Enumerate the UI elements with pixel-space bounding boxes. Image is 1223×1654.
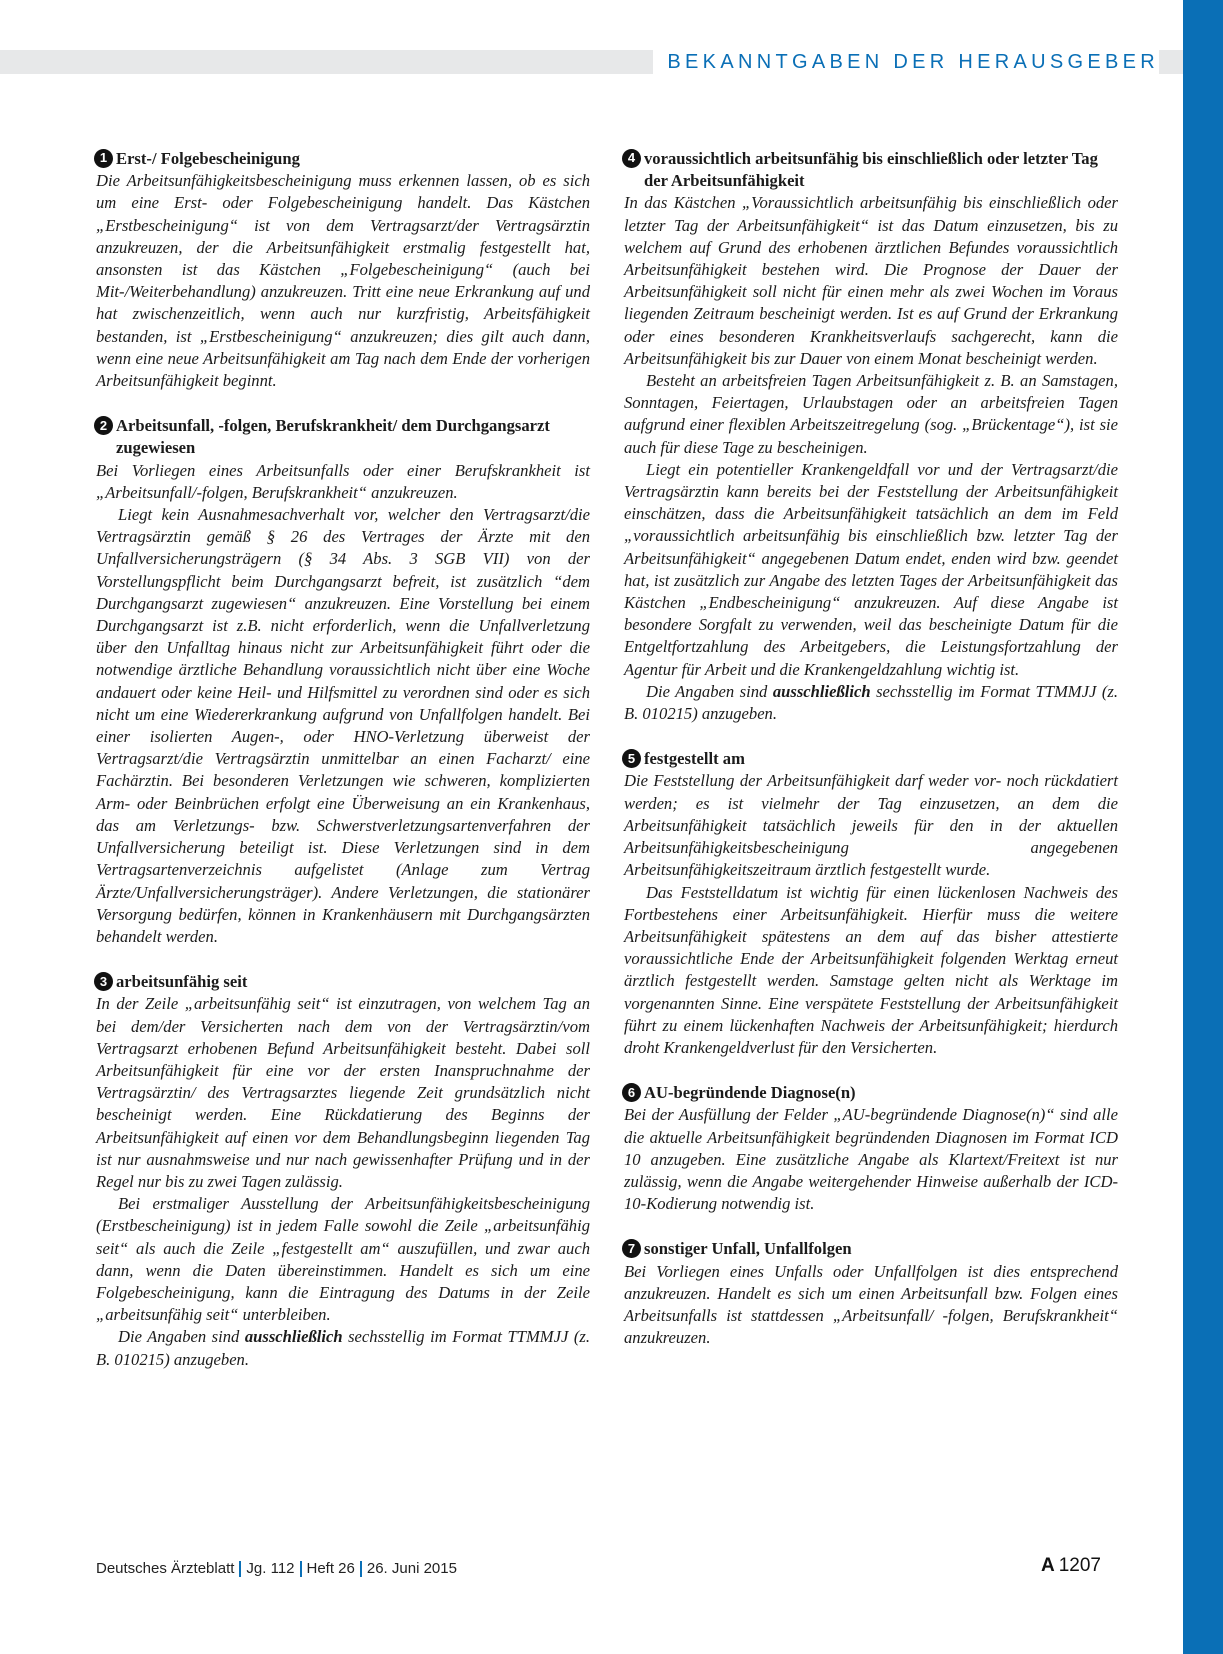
section-7 xyxy=(624,1238,1118,1349)
emphasis-text: ausschließlich xyxy=(772,681,871,701)
section-6 xyxy=(624,1082,1118,1215)
paragraph: Liegt ein potentieller Krankengeldfall vor und der Vertragsarzt/die Vertragsärztin kann bereits bei der Feststellung der Arbeitsunfähigkeit einschätzen, dass die Arbeitsunfähigkeit tatsächlich an dem im Feld „voraussichtlich arbeitsunfähig bis einschließlich bzw. letzter Tag der Arbeitsunfähigkeit“ angegebenen Datum endet, enden wird bzw. geendet hat, ist zusätzlich zur Angabe des letzten Tages der Arbeitsunfähigkeit das Kästchen „Endbescheinigung“ anzukreuzen. Auf diese Angabe ist besondere Sorgfalt zu verwenden, weil das bescheinigte Datum für die Entgeltfortzahlung des Arbeitgebers, die Leistungsfortzahlung der Agentur für Arbeit und die Krankengeldzahlung wichtig ist. xyxy=(624,459,1118,679)
section-heading-text: AU-begründende Diagnose(n) xyxy=(644,1083,856,1103)
paragraph: Bei erstmaliger Ausstellung der Arbeitsunfähigkeitsbescheinigung (Erstbescheinigung) ist in jedem Falle sowohl die Zeile „arbeitsunfähig seit“ als auch die Zeile „festgestellt am“ auszufüllen, und zwar auch dann, wenn die Daten übereinstimmen. Handelt es sich um eine Folgebescheinigung, kann die Eintragung des Datums in der Zeile „arbeitsunfähig seit“ unterbleiben. xyxy=(96,1194,590,1325)
right-column xyxy=(624,148,1118,1372)
paragraph: In der Zeile „arbeitsunfähig seit“ ist einzutragen, von welchem Tag an bei dem/der Versicherten nach dem von der Vertragsärztin/vom Vertragsarzt erhobenen Befund Arbeitsunfähigkeit besteht. Dabei soll Arbeitsunfähigkeit für eine vor der ersten Inanspruchnahme der Vertragsärztin/ des Vertragsarztes liegende Zeit grundsätzlich nicht bescheinigt werden. Eine Rückdatierung des Beginns der Arbeitsunfähigkeit auf einen vor dem Behandlungsbeginn liegenden Tag ist nur ausnahmsweise und nur nach gewissenhafter Prüfung und in der Regel nur bis zu zwei Tagen zulässig. xyxy=(96,994,590,1191)
section-heading-text: Erst-/ Folgebescheinigung xyxy=(116,149,300,168)
section-heading xyxy=(96,971,590,993)
section-heading-text: festgestellt am xyxy=(644,749,745,769)
section-heading-text: arbeitsunfähig seit xyxy=(116,972,248,992)
section-header-title: BEKANNTGABEN DER HERAUSGEBER xyxy=(653,49,1159,75)
paragraph: Liegt kein Ausnahmesachverhalt vor, welcher den Vertragsarzt/die Vertragsärztin gemäß § 26 des Vertrages der Ärzte mit den Unfallversicherungsträgern (§ 34 Abs. 3 SGB VII) von der Vorstellungspflicht beim Durchgangsarzt befreit, ist zusätzlich “dem Durchgangsarzt zugewiesen“ anzukreuzen. Eine Vorstellung bei einem Durchgangsarzt ist z.B. nicht erforderlich, wenn die Unfallverletzung über den Unfalltag hinaus nicht zur Arbeitsunfähigkeit führt oder die notwendige ärztliche Behandlung voraussichtlich nicht über eine Woche andauert oder keine Heil- und Hilfsmittel zu verordnen sind oder es sich nicht um eine Wiedererkrankung aufgrund von Unfallfolgen handelt. Bei einer isolierten Augen-, oder HNO-Verletzung überweist der Vertragsarzt/die Vertragsärztin unmittelbar an einen Facharzt/ eine Fachärztin. Bei besonderen Verletzungen wie schweren, komplizierten Arm- oder Beinbrüchen erfolgt eine Überweisung an ein Krankenhaus, das am Verletzungs- bzw. Schwerstverletzungsartenverfahren der Unfallversicherung beteiligt ist. Diese Verletzungen sind in dem Vertragsartenverzeichnis aufgelistet (Anlage zum Vertrag Ärzte/Unfallversicherungsträger). Andere Verletzungen, die stationärer Versorgung bedürfen, können in Krankenhäusern mit Durchgangsärzten behandelt werden. xyxy=(96,505,590,946)
paragraph: Bei Vorliegen eines Arbeitsunfalls oder einer Berufskrankheit ist „Arbeitsunfall/-folgen, Berufskrankheit“ anzukreuzen. xyxy=(96,460,590,502)
paragraph: Das Feststelldatum ist wichtig für einen lückenlosen Nachweis des Fortbestehens einer Arbeitsunfähigkeit. Hierfür muss die weitere Arbeitsunfähigkeit spätestens an dem auf das bisher attestierte voraussichtliche Ende der Arbeitsunfähigkeit folgenden Werktag erneut ärztlich festgestellt werden. Samstage gelten nicht als Werktage im vorgenannten Sinne. Eine verspätete Feststellung der Arbeitsunfähigkeit führt zu einem lückenhaften Nachweis der Arbeitsunfähigkeit; hierdurch droht Krankengeldverlust für den Versicherten. xyxy=(624,882,1118,1057)
page-prefix: A xyxy=(1040,1555,1055,1576)
footer-citation xyxy=(96,1560,457,1577)
section-heading xyxy=(624,748,1118,770)
paragraph xyxy=(96,1326,590,1370)
paragraph-text: sechsstellig im Format TTMMJJ (z. B. 010215) anzugeben. xyxy=(96,1327,590,1369)
paragraph xyxy=(624,681,1118,725)
paragraph: Die Arbeitsunfähigkeitsbescheinigung muss erkennen lassen, ob es sich um eine Erst- oder Folgebescheinigung handelt. Das Kästchen „Erstbescheinigung“ ist von dem Vertragsarzt/der Vertragsärztin anzukreuzen, der die Arbeitsunfähigkeit erstmalig festgestellt hat, ansonsten ist das Kästchen „Folgebescheinigung“ (auch bei Mit-/Weiterbehandlung) anzukreuzen. Tritt eine neue Erkrankung auf und hat zwischenzeitlich, wenn auch nur kurzfristig, Arbeitsfähigkeit bestanden, ist „Erstbescheinigung“ anzukreuzen; dies gilt auch dann, wenn eine neue Arbeitsunfähigkeit am Tag nach dem Ende der vorherigen Arbeitsunfähigkeit beginnt. xyxy=(96,171,590,391)
section-number-badge: 7 xyxy=(622,1239,641,1258)
section-heading xyxy=(96,415,590,459)
section-4 xyxy=(624,148,1118,725)
section-3 xyxy=(96,971,590,1371)
section-1 xyxy=(96,148,590,392)
section-heading-text: voraussichtlich arbeitsunfähig bis einschließlich oder letzter Tag der Arbeitsunfähigkeit xyxy=(644,149,1098,191)
accent-side-bar xyxy=(1183,0,1223,1654)
section-number-badge: 1 xyxy=(94,149,113,168)
section-2 xyxy=(96,415,590,948)
section-number-badge: 5 xyxy=(622,749,641,768)
section-heading-text: Arbeitsunfall, -folgen, Berufskrankheit/ dem Durchgangsarzt zugewiesen xyxy=(116,416,550,458)
section-number-badge: 6 xyxy=(622,1083,641,1102)
page-number-value: 1207 xyxy=(1058,1555,1101,1576)
section-heading-text: sonstiger Unfall, Unfallfolgen xyxy=(644,1239,852,1259)
emphasis-text: ausschließlich xyxy=(244,1327,343,1347)
section-number-badge: 4 xyxy=(622,149,641,168)
section-heading xyxy=(624,148,1118,192)
section-heading xyxy=(624,1238,1118,1260)
section-heading xyxy=(96,148,590,170)
section-number-badge: 2 xyxy=(94,416,113,435)
page-number xyxy=(1041,1555,1101,1577)
section-5 xyxy=(624,748,1118,1059)
journal-name: Deutsches Ärzteblatt xyxy=(96,1560,235,1577)
footer-separator xyxy=(239,1561,241,1577)
journal-issue: Heft 26 xyxy=(306,1560,355,1577)
left-column xyxy=(96,148,590,1394)
paragraph: Bei der Ausfüllung der Felder „AU-begründende Diagnose(n)“ sind alle die aktuelle Arbeitsunfähigkeit begründenden Diagnosen im Format ICD 10 anzugeben. Eine zusätzliche Angabe als Klartext/Freitext ist nur zulässig, wenn die Angabe weitergehender Hinweise außerhalb der ICD-10-Kodierung notwendig ist. xyxy=(624,1105,1118,1214)
paragraph: Bei Vorliegen eines Unfalls oder Unfallfolgen ist dies entsprechend anzukreuzen. Handelt es sich um einen Arbeitsunfall bzw. Folgen eines Arbeitsunfalls ist stattdessen „Arbeitsunfall/ -folgen, Berufskrankheit“ anzukreuzen. xyxy=(624,1261,1118,1348)
journal-date: 26. Juni 2015 xyxy=(366,1560,457,1577)
paragraph-text: Die Angaben sind xyxy=(118,1327,245,1347)
paragraph-text: Die Angaben sind xyxy=(646,681,773,701)
paragraph-text: sechsstellig im Format TTMMJJ (z. B. 010215) anzugeben. xyxy=(624,681,1118,724)
footer-separator xyxy=(360,1561,362,1577)
section-heading xyxy=(624,1082,1118,1104)
journal-volume: Jg. 112 xyxy=(246,1560,295,1577)
paragraph: Die Feststellung der Arbeitsunfähigkeit darf weder vor- noch rückdatiert werden; es ist vielmehr der Tag einzusetzen, an dem die Arbeitsunfähigkeit tatsächlich jeweils für den in der aktuellen Arbeitsunfähigkeitsbescheinigung angegebenen Arbeitsunfähigkeitszeitraum ärztlich festgestellt wurde. xyxy=(624,771,1118,880)
paragraph: Besteht an arbeitsfreien Tagen Arbeitsunfähigkeit z. B. an Samstagen, Sonntagen, Feiertagen, Urlaubstagen oder an arbeitsfreien Tagen aufgrund einer flexiblen Arbeitszeitregelung (sog. „Brückentage“), ist sie auch für diese Tage zu bescheinigen. xyxy=(624,371,1118,457)
section-number-badge: 3 xyxy=(94,972,113,991)
paragraph: In das Kästchen „Voraussichtlich arbeitsunfähig bis einschließlich oder letzter Tag der Arbeitsunfähigkeit“ ist das Datum einzusetzen, bis zu welchem auf Grund des erhobenen ärztlichen Befundes voraussichtlich Arbeitsunfähigkeit bestehen wird. Die Prognose der Dauer der Arbeitsunfähigkeit soll nicht für einen mehr als zwei Wochen im Voraus liegenden Zeitraum bescheinigt werden. Ist es auf Grund der Erkrankung oder eines besonderen Krankheitsverlaufs sachgerecht, kann die Arbeitsunfähigkeit bis zur Dauer von einem Monat bescheinigt werden. xyxy=(624,193,1118,368)
footer-separator xyxy=(300,1561,302,1577)
